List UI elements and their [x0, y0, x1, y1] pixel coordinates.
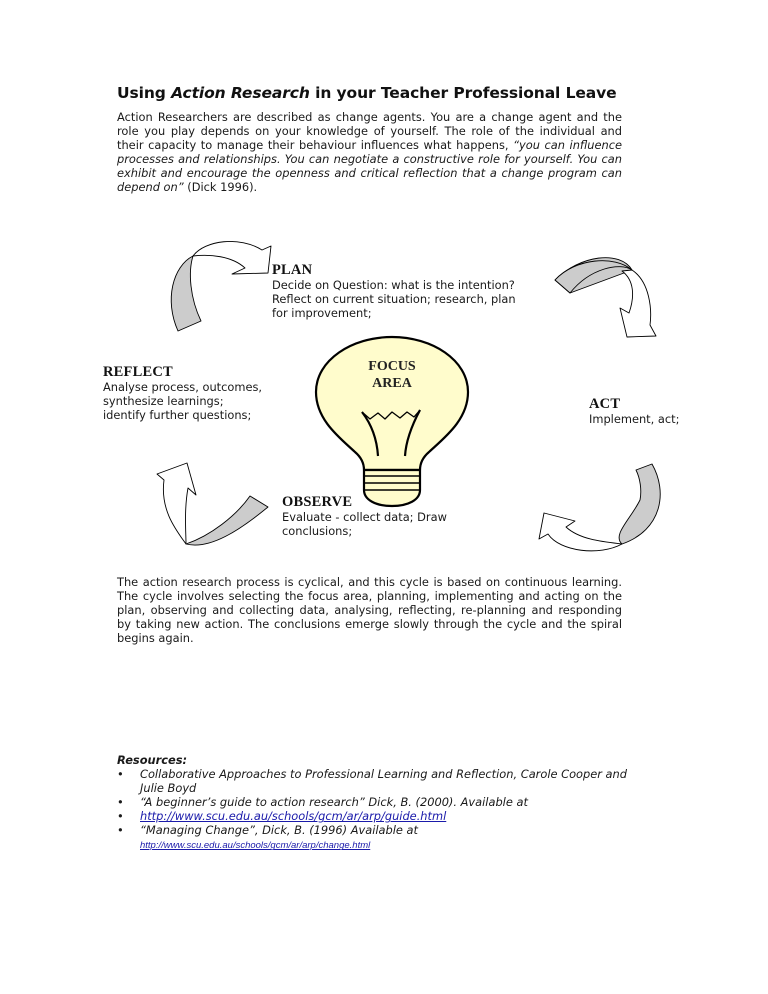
curved-arrow-icon-plan-to-act: [555, 258, 656, 337]
curved-arrow-icon-reflect-to-plan: [171, 241, 271, 331]
resource-link-change[interactable]: http://www.scu.edu.au/schools/gcm/ar/arp/change.html: [140, 840, 371, 852]
resources-heading: Resources:: [117, 753, 188, 767]
stage-act: [589, 396, 709, 426]
resource-link-guide[interactable]: http://www.scu.edu.au/schools/gcm/ar/arp/guide.html: [140, 809, 447, 824]
title-suffix: in your Teacher Professional Leave: [309, 84, 617, 102]
stage-observe: [282, 494, 502, 538]
resource-item: [117, 767, 637, 795]
stage-observe-title: OBSERVE: [282, 494, 353, 510]
stage-reflect-description: Analyse process, outcomes, synthesize learnings; identify further questions;: [103, 380, 263, 423]
bullet-icon: •: [117, 823, 124, 838]
stage-reflect: [103, 364, 273, 422]
title-emphasis: Action Research: [171, 84, 310, 102]
resource-item: [117, 809, 637, 823]
resource-item: [117, 795, 637, 809]
intro-text: Action Researchers are described as change agents. You are a change agent and the role you play depends on your knowledge of yourself. The role of the individual and their capacity to manage their behaviour influences what happens,: [117, 110, 622, 153]
focus-area-line1: FOCUS: [368, 359, 416, 374]
curved-arrow-icon-act-to-observe: [539, 464, 660, 551]
resource-text: Collaborative Approaches to Professional Learning and Reflection, Carole Cooper and Julie Boyd: [140, 767, 627, 796]
stage-act-title: ACT: [589, 396, 621, 412]
stage-plan: [272, 262, 552, 320]
intro-quote: “you can influence processes and relationships. You can negotiate a constructive role for yourself. You can exhibit and encourage the openness and critical reflection that a change program can depend on”: [117, 138, 622, 195]
resource-text: “A beginner’s guide to action research” Dick, B. (2000). Available at: [140, 795, 528, 810]
bullet-icon: •: [117, 809, 124, 824]
focus-area-line2: AREA: [372, 376, 412, 391]
focus-area-label: [357, 358, 427, 392]
curved-arrow-icon-observe-to-reflect: [157, 463, 268, 545]
bullet-icon: •: [117, 795, 124, 810]
stage-plan-title: PLAN: [272, 262, 313, 278]
title-prefix: Using: [117, 84, 172, 102]
resource-item: [117, 823, 637, 852]
stage-reflect-title: REFLECT: [103, 364, 173, 380]
cycle-paragraph: The action research process is cyclical, and this cycle is based on continuous learning. The cycle involves selecting the focus area, planning, implementing and acting on the plan, observing and collecting data, analysing, reflecting, re-planning and responding by taking new action. The conclusions emerge slowly through the cycle and the spiral begins again.: [117, 575, 622, 646]
resources-section: [117, 753, 637, 852]
stage-act-description: Implement, act;: [589, 412, 680, 426]
intro-citation: (Dick 1996).: [183, 180, 258, 195]
bullet-icon: •: [117, 767, 124, 781]
stage-observe-description: Evaluate - collect data; Draw conclusions;: [282, 510, 447, 539]
resource-text: “Managing Change”, Dick, B. (1996) Available at: [140, 823, 419, 838]
stage-plan-description: Decide on Question: what is the intention? Reflect on current situation; research, plan for improvement;: [272, 278, 516, 321]
resources-list: [117, 767, 637, 852]
